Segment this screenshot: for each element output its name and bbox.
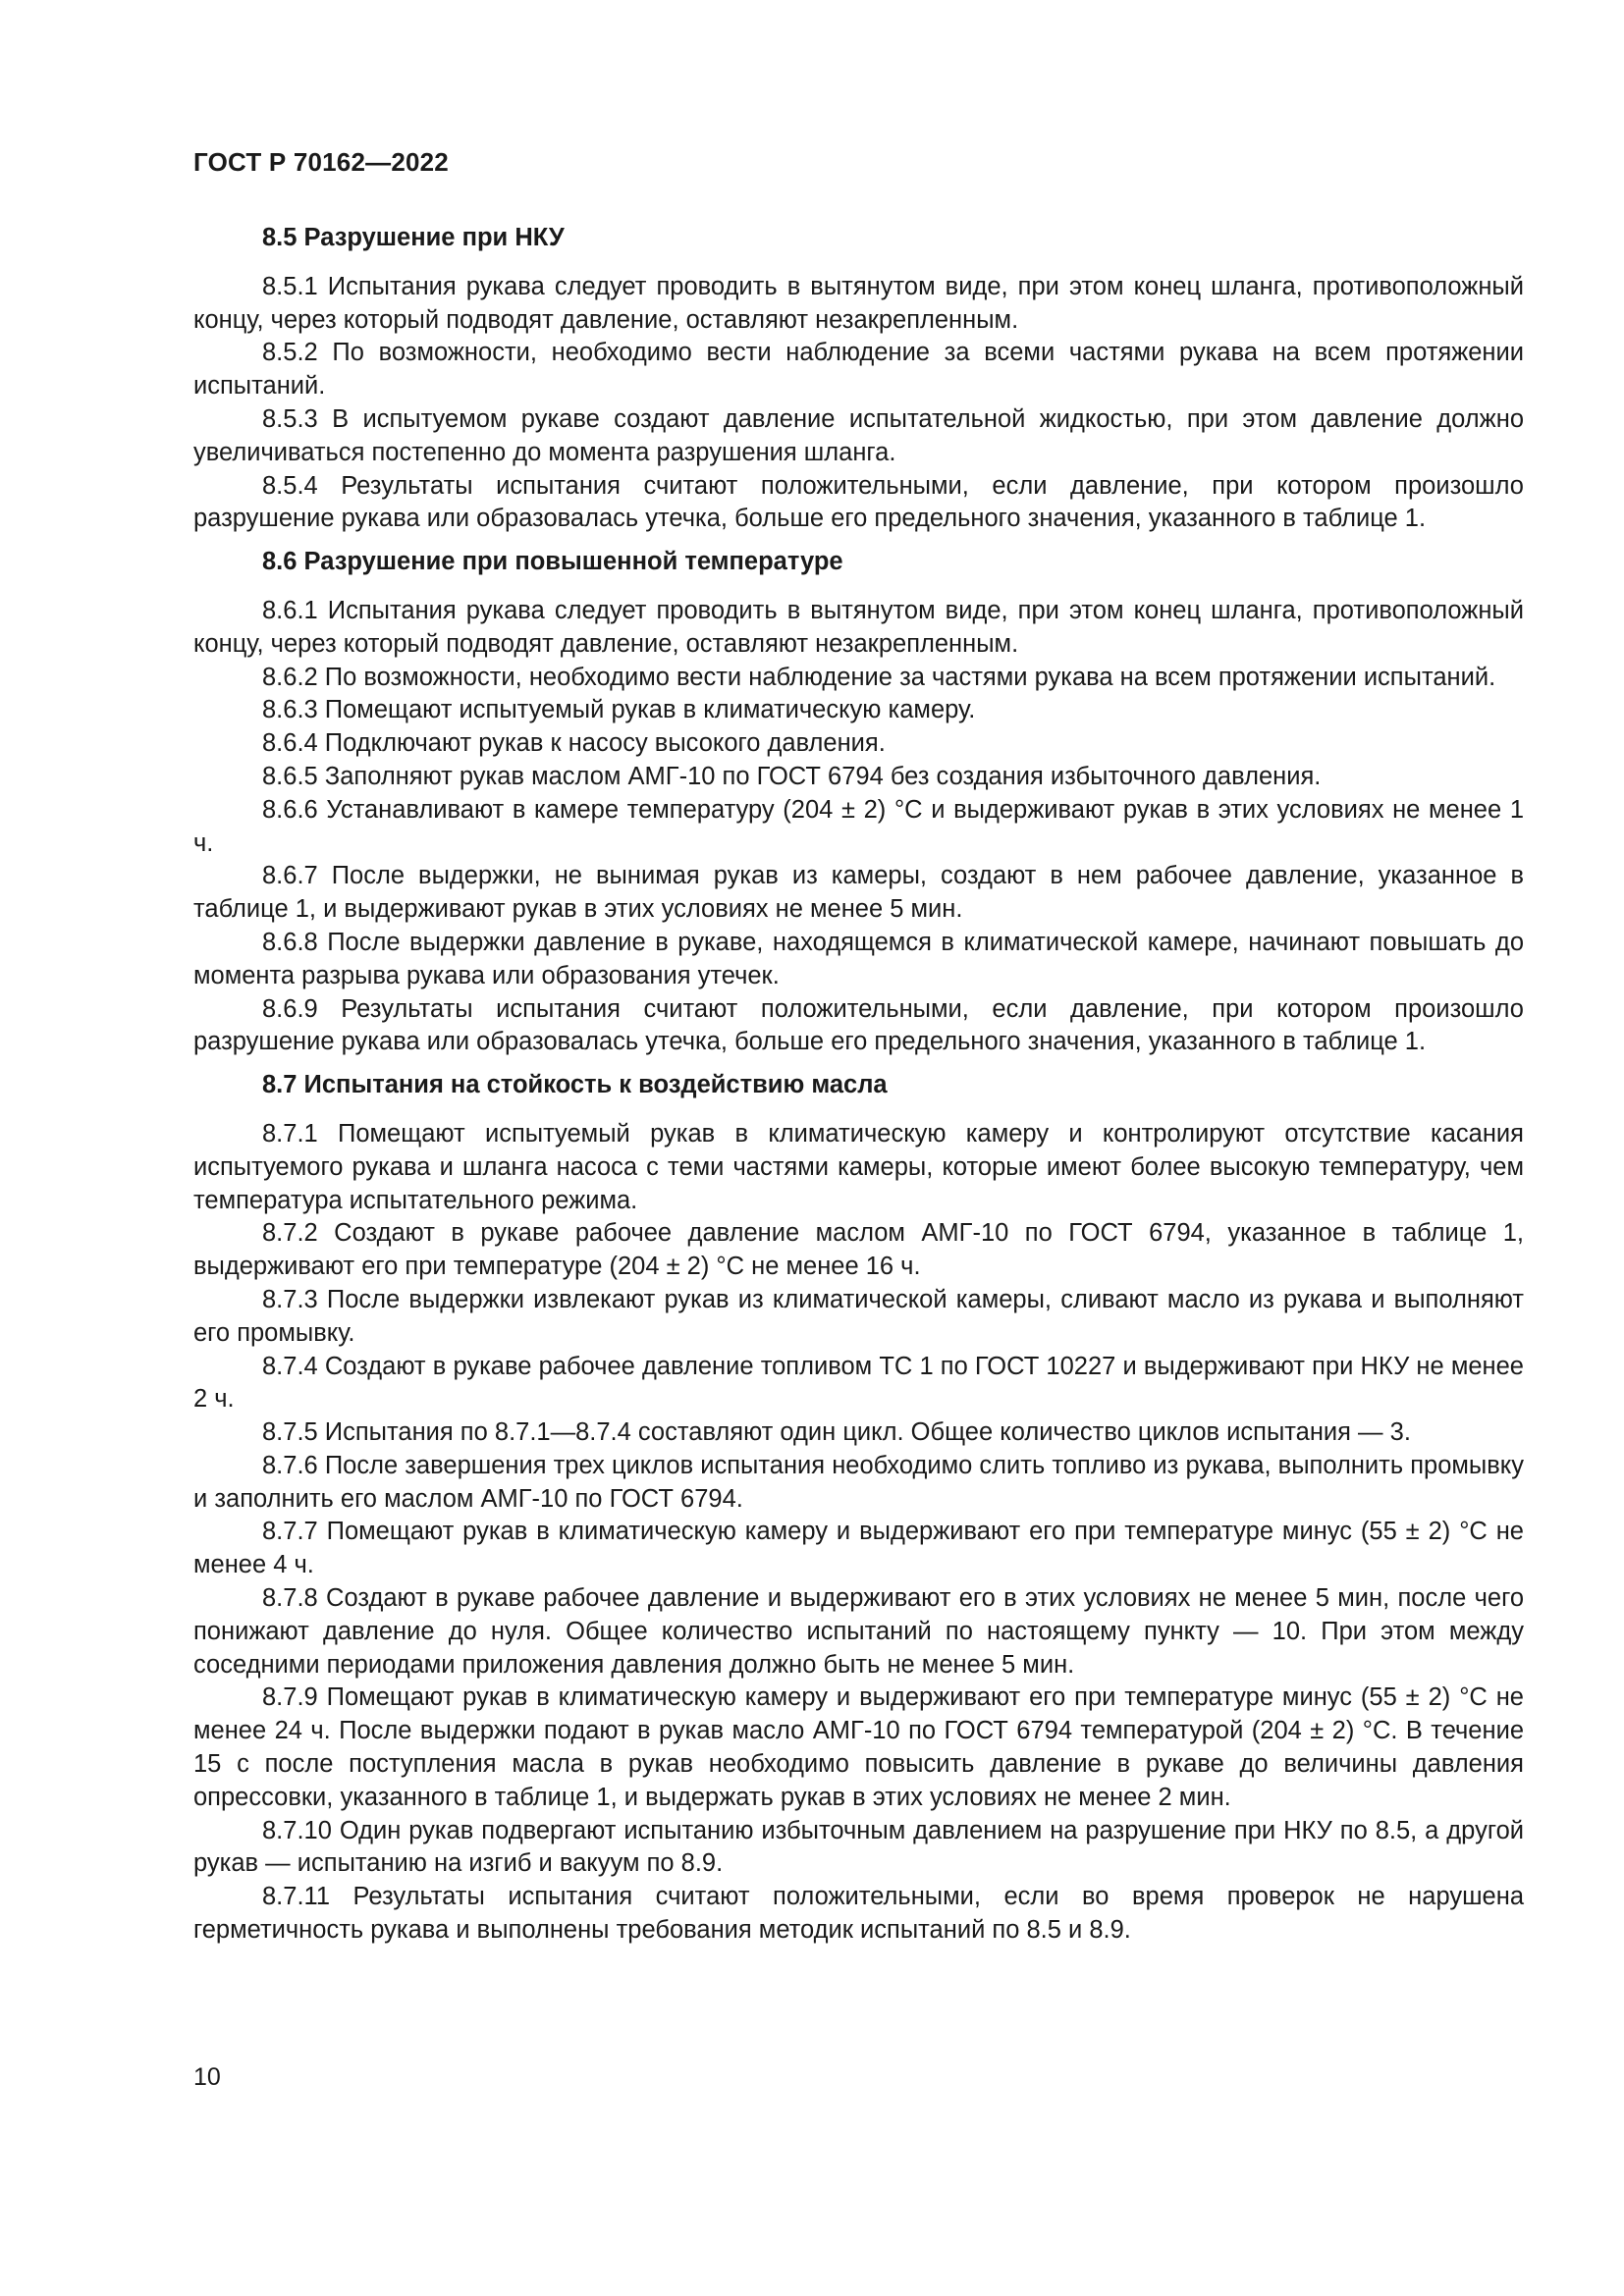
paragraph: 8.7.3 После выдержки извлекают рукав из климатической камеры, сливают масло из рукава и выполняют его промывку. (193, 1285, 1524, 1347)
paragraph: 8.7.9 Помещают рукав в климатическую камеру и выдерживают его при температуре минус (55 ± 2) °С не менее 24 ч. После выдержки подают в рукав масло АМГ-10 по ГОСТ 6794 температурой (204 ± 2) °С. В течение 15 с после поступления масла в рукав необходимо повысить давление в рукаве до величины давления опрессовки, указанного в таблице 1, и выдержать рукав в этих условиях не менее 2 мин. (193, 1683, 1524, 1811)
paragraph: 8.7.7 Помещают рукав в климатическую камеру и выдерживают его при температуре минус (55 ± 2) °С не менее 4 ч. (193, 1518, 1524, 1579)
section-heading: 8.7 Испытания на стойкость к воздействию масла (262, 1071, 888, 1099)
paragraph: 8.5.3 В испытуемом рукаве создают давление испытательной жидкостью, при этом давление должно увеличиваться постепенно до момента разрушения шланга. (193, 404, 1524, 466)
section-8-6 (193, 546, 1524, 1059)
paragraph: 8.6.5 Заполняют рукав маслом АМГ-10 по ГОСТ 6794 без создания избыточного давления. (262, 762, 1322, 790)
paragraph: 8.6.6 Устанавливают в камере температуру (204 ± 2) °С и выдерживают рукав в этих условиях не менее 1 ч. (193, 795, 1524, 857)
paragraph: 8.5.4 Результаты испытания считают положительными, если давление, при котором произошло разрушение рукава или образовалась утечка, больше его предельного значения, указанного в таблице 1. (193, 471, 1524, 533)
paragraph: 8.6.7 После выдержки, не вынимая рукав из камеры, создают в нем рабочее давление, указанное в таблице 1, и выдерживают рукав в этих условиях не менее 5 мин. (193, 862, 1524, 924)
paragraph: 8.5.2 По возможности, необходимо вести наблюдение за всеми частями рукава на всем протяжении испытаний. (193, 339, 1524, 400)
paragraph: 8.7.10 Один рукав подвергают испытанию избыточным давлением на разрушение при НКУ по 8.5, а другой рукав — испытанию на изгиб и вакуум по 8.9. (193, 1816, 1524, 1878)
document-body (193, 222, 1524, 1948)
paragraph: 8.7.2 Создают в рукаве рабочее давление маслом АМГ-10 по ГОСТ 6794, указанное в таблице 1, выдерживают его при температуре (204 ± 2) °С не менее 16 ч. (193, 1219, 1524, 1281)
paragraph: 8.6.1 Испытания рукава следует проводить в вытянутом виде, при этом конец шланга, противоположный концу, через который подводят давление, оставляют незакрепленным. (193, 596, 1524, 658)
paragraph: 8.7.1 Помещают испытуемый рукав в климатическую камеру и контролируют отсутствие касания испытуемого рукава и шланга насоса с теми частями камеры, которые имеют более высокую температуру, чем температура испытательного режима. (193, 1119, 1524, 1214)
document-header: ГОСТ Р 70162—2022 (193, 147, 449, 177)
section-heading: 8.6 Разрушение при повышенной температуре (262, 548, 843, 576)
section-8-5 (193, 222, 1524, 536)
paragraph: 8.6.8 После выдержки давление в рукаве, находящемся в климатической камере, начинают повышать до момента разрыва рукава или образования утечек. (193, 928, 1524, 989)
page-number: 10 (193, 2063, 221, 2091)
paragraph: 8.6.9 Результаты испытания считают положительными, если давление, при котором произошло разрушение рукава или образовалась утечка, больше его предельного значения, указанного в таблице 1. (193, 994, 1524, 1056)
paragraph: 8.6.2 По возможности, необходимо вести наблюдение за частями рукава на всем протяжении испытаний. (262, 663, 1496, 691)
paragraph: 8.5.1 Испытания рукава следует проводить в вытянутом виде, при этом конец шланга, противоположный концу, через который подводят давление, оставляют незакрепленным. (193, 272, 1524, 334)
paragraph: 8.6.3 Помещают испытуемый рукав в климатическую камеру. (262, 696, 976, 724)
paragraph: 8.7.8 Создают в рукаве рабочее давление и выдерживают его в этих условиях не менее 5 мин, после чего понижают давление до нуля. Общее количество испытаний по настоящему пункту — 10. При этом между соседними периодами приложения давления должно быть не менее 5 мин. (193, 1584, 1524, 1679)
section-8-7 (193, 1069, 1524, 1948)
section-heading: 8.5 Разрушение при НКУ (262, 224, 565, 251)
paragraph: 8.7.11 Результаты испытания считают положительными, если во время проверок не нарушена герметичность рукава и выполнены требования методик испытаний по 8.5 и 8.9. (193, 1883, 1524, 1945)
paragraph: 8.7.6 После завершения трех циклов испытания необходимо слить топливо из рукава, выполнить промывку и заполнить его маслом АМГ-10 по ГОСТ 6794. (193, 1451, 1524, 1513)
paragraph: 8.7.4 Создают в рукаве рабочее давление топливом ТС 1 по ГОСТ 10227 и выдерживают при НКУ не менее 2 ч. (193, 1352, 1524, 1414)
paragraph: 8.6.4 Подключают рукав к насосу высокого давления. (262, 729, 886, 758)
paragraph: 8.7.5 Испытания по 8.7.1—8.7.4 составляют один цикл. Общее количество циклов испытания — 3. (262, 1418, 1411, 1447)
